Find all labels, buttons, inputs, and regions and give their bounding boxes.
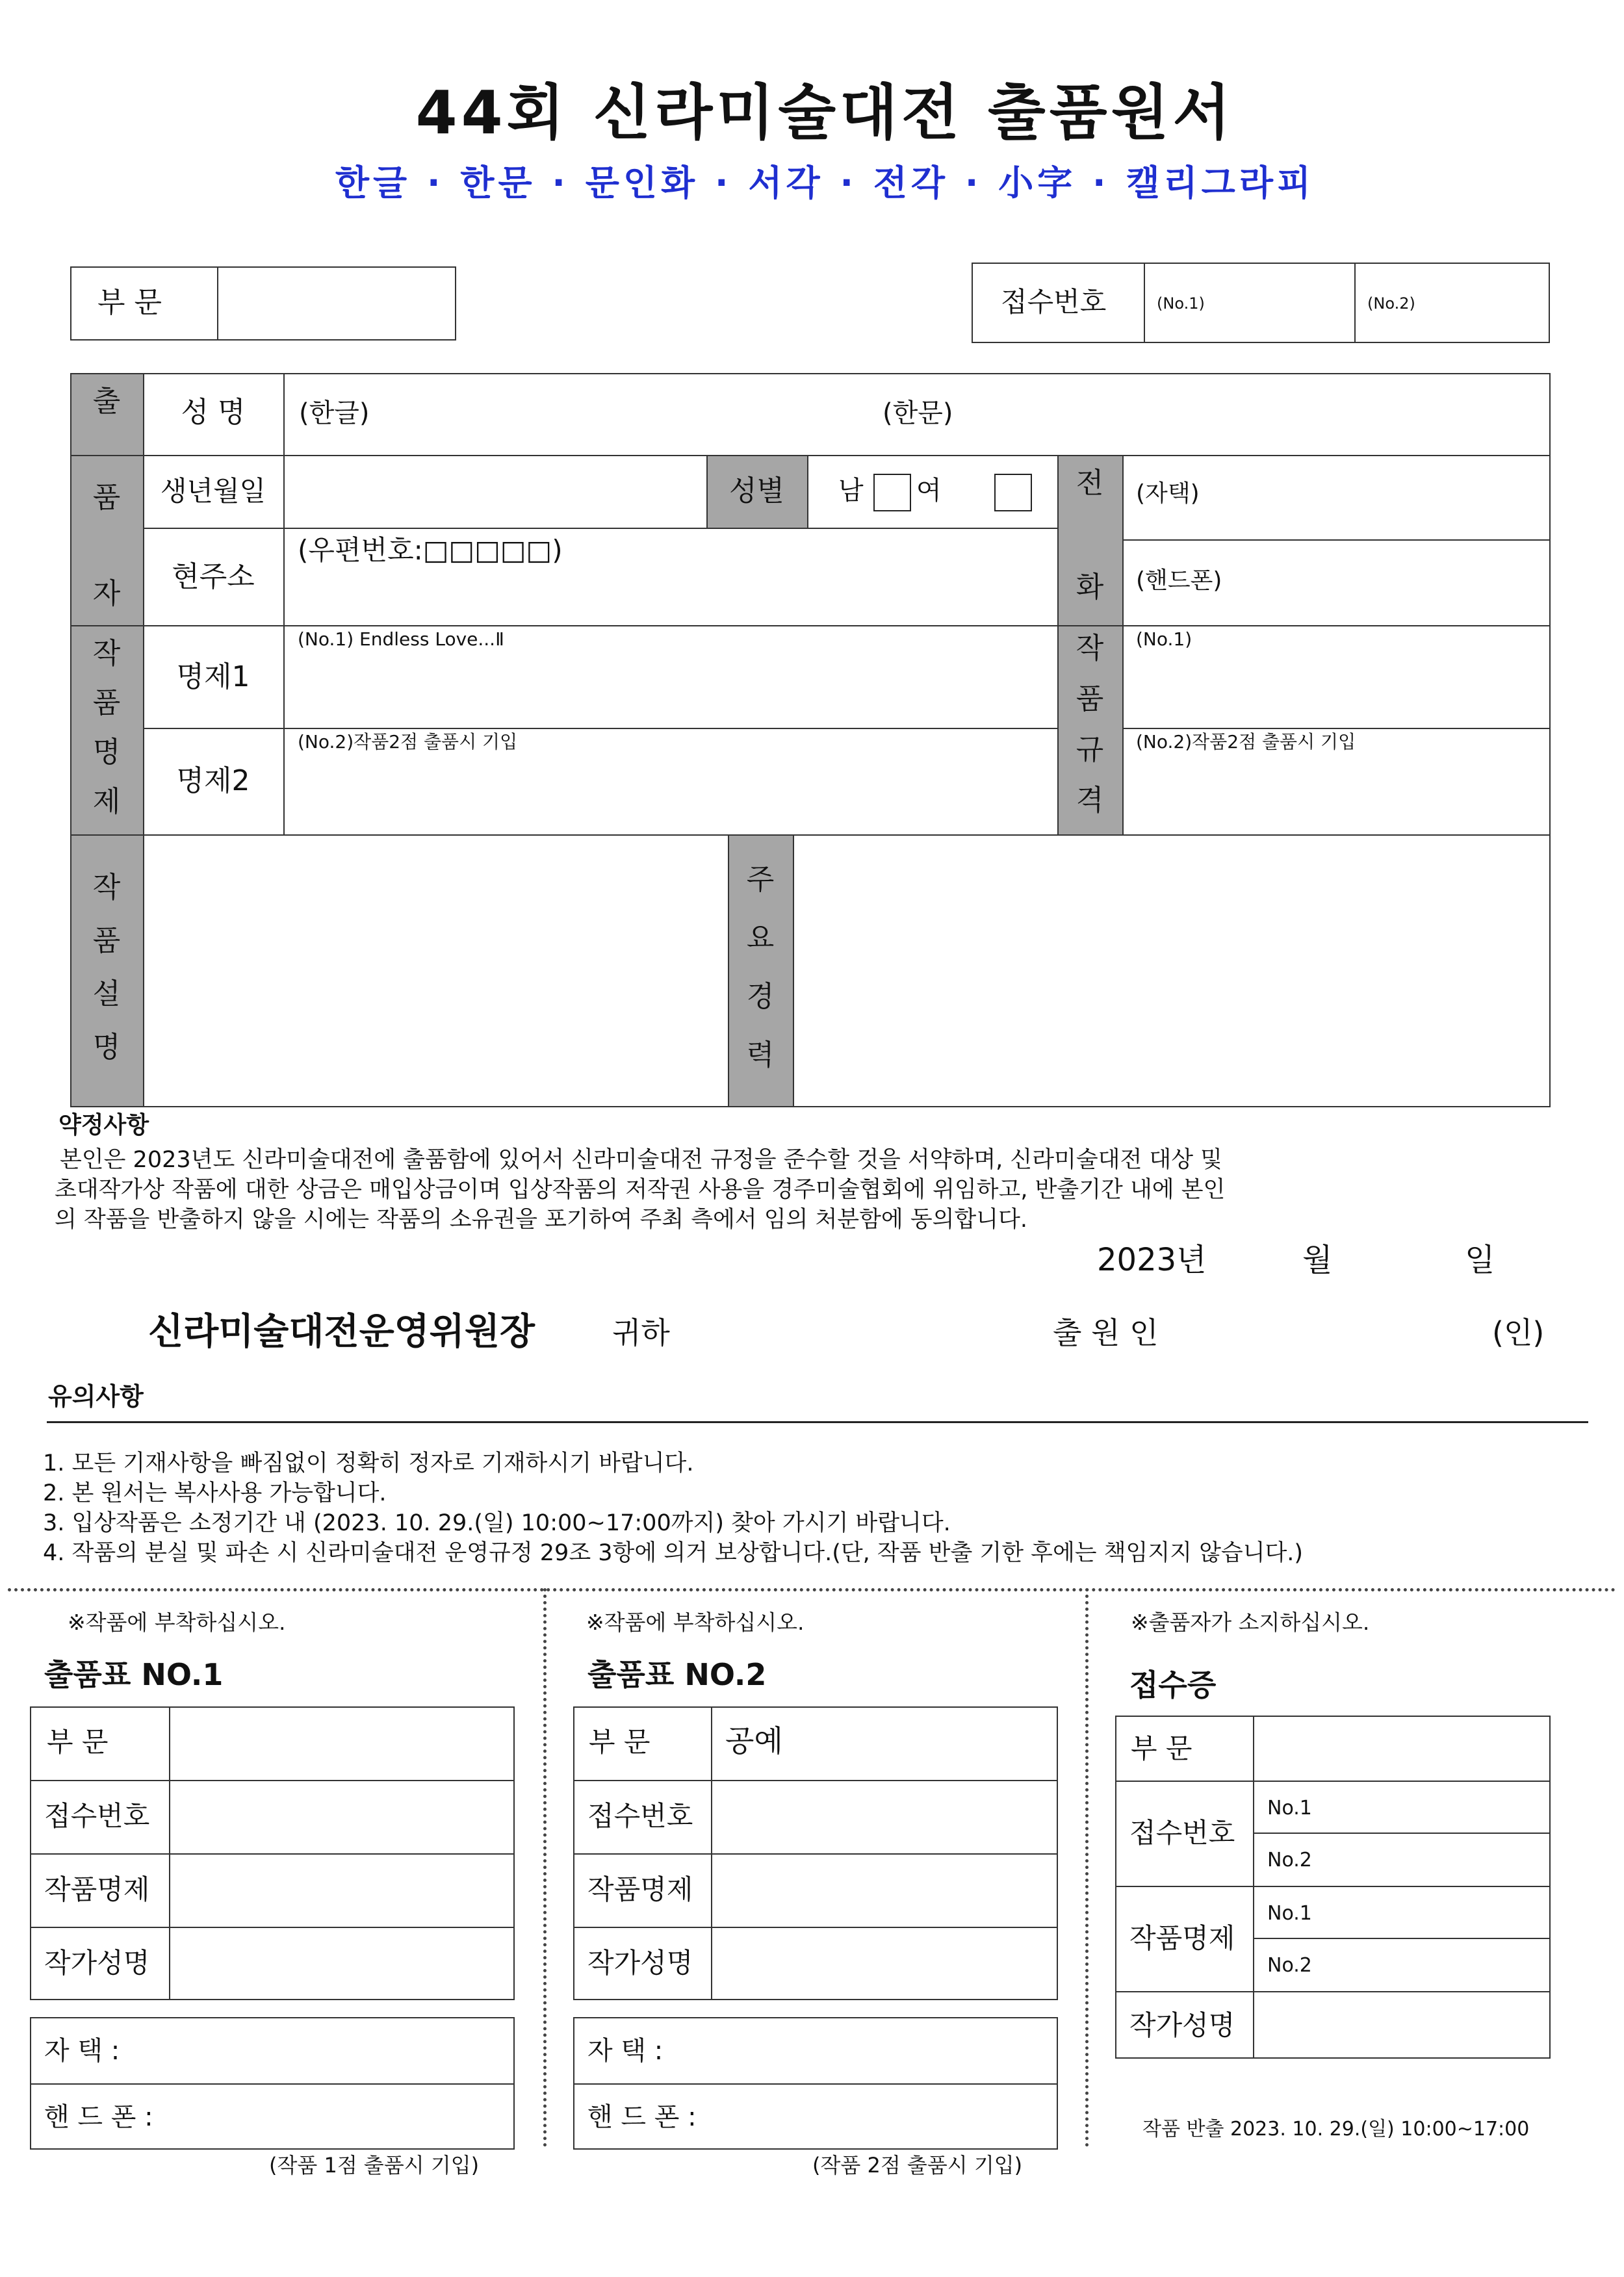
cut-line — [8, 1588, 1616, 1591]
title1-value[interactable]: (No.1) Endless Love...Ⅱ — [298, 628, 504, 650]
career-label: 주 요 경 력 — [746, 863, 775, 1072]
page-title: 44회 신라미술대전 출품원서 — [415, 78, 1235, 148]
tag2-artist: 작가성명 — [587, 1947, 693, 1979]
notes-heading: 유의사항 — [48, 1382, 144, 1411]
receipt-no1: (No.1) — [1157, 294, 1205, 313]
work-size-label: 작 품 규 격 — [1076, 632, 1104, 817]
tag2-footer: (작품 2점 출품시 기입) — [812, 2153, 1023, 2178]
pledge-day: 일 — [1465, 1242, 1495, 1278]
applicant-label: 출 품 자 — [92, 385, 121, 610]
tag2-attach-note: ※작품에 부착하십시오. — [586, 1610, 805, 1635]
address-label: 현주소 — [172, 560, 255, 593]
postal-code-field[interactable]: (우편번호:□□□□□) — [298, 534, 563, 566]
receipt-title-no1: No.1 — [1267, 1902, 1312, 1925]
receipt-title-no2: No.2 — [1267, 1954, 1312, 1977]
tag1-footer: (작품 1점 출품시 기입) — [269, 2153, 480, 2178]
tag2-division-value[interactable]: 공예 — [725, 1723, 783, 1758]
gender-label: 성별 — [728, 474, 784, 508]
applicant-sign-label: 출 원 인 — [1053, 1315, 1159, 1350]
receipt-title: 접수증 — [1129, 1667, 1217, 1703]
receipt-keep-note: ※출품자가 소지하십시오. — [1131, 1610, 1370, 1635]
receipt-no1: No.1 — [1267, 1797, 1312, 1820]
title2-value[interactable]: (No.2)작품2점 출품시 기입 — [298, 731, 518, 753]
male-label: 남 — [838, 476, 864, 506]
receipt-no2: No.2 — [1267, 1849, 1312, 1872]
tag1-home: 자 택 : — [44, 2036, 120, 2066]
size2-value[interactable]: (No.2)작품2점 출품시 기입 — [1136, 731, 1356, 753]
receipt-number-label: 접수번호 — [1001, 286, 1107, 318]
pledge-year: 2023년 — [1097, 1242, 1207, 1278]
work-description-input[interactable] — [146, 837, 725, 1105]
tag1-attach-note: ※작품에 부착하십시오. — [68, 1610, 286, 1635]
division-input[interactable] — [220, 269, 454, 338]
tag1-work-title: 작품명제 — [44, 1873, 150, 1905]
tag1-title: 출품표 NO.1 — [44, 1657, 224, 1692]
addressee: 신라미술대전운영위원장 — [148, 1311, 535, 1353]
tag2-home: 자 택 : — [587, 2036, 664, 2066]
note-1: 1. 모든 기재사항을 빠짐없이 정확히 정자로 기재하시기 바랍니다. — [43, 1450, 694, 1476]
category-list: 한글 · 한문 · 문인화 · 서각 · 전각 · 小字 · 캘리그라피 — [335, 162, 1315, 203]
pledge-line-2: 초대작가상 작품에 대한 상금은 매입상금이며 입상작품의 저작권 사용을 경주미술협회에 위임하고, 반출기간 내에 본인 — [55, 1177, 1226, 1203]
title2-label: 명제2 — [176, 764, 250, 797]
pledge-line-1: 본인은 2023년도 신라미술대전에 출품함에 있어서 신라미술대전 규정을 준수할 것을 서약하며, 신라미술대전 대상 및 — [60, 1147, 1222, 1173]
return-info: 작품 반출 2023. 10. 29.(일) 10:00~17:00 — [1142, 2118, 1530, 2141]
receipt-receipt-no: 접수번호 — [1129, 1817, 1235, 1849]
tag2-work-title: 작품명제 — [587, 1873, 693, 1905]
tag2-mobile: 핸 드 폰 : — [587, 2102, 697, 2132]
work-title-label: 작 품 명 제 — [92, 637, 121, 818]
tag1-receipt-no: 접수번호 — [44, 1800, 150, 1832]
tag2-division: 부 문 — [589, 1726, 651, 1758]
tag1-artist: 작가성명 — [44, 1947, 150, 1979]
home-phone-label[interactable]: (자택) — [1136, 480, 1200, 507]
career-input[interactable] — [795, 837, 1548, 1105]
name-hangul[interactable]: (한글) — [299, 398, 370, 428]
work-description-label: 작 품 설 명 — [92, 871, 121, 1064]
tag2-receipt-no: 접수번호 — [587, 1800, 693, 1832]
tag1-division: 부 문 — [47, 1726, 109, 1758]
note-2: 2. 본 원서는 복사사용 가능합니다. — [43, 1480, 387, 1506]
pledge-month: 월 — [1302, 1242, 1333, 1278]
name-label: 성 명 — [181, 396, 246, 429]
receipt-no2: (No.2) — [1367, 294, 1415, 313]
note-4: 4. 작품의 분실 및 파손 시 신라미술대전 운영규정 29조 3항에 의거 보상합니다.(단, 작품 반출 기한 후에는 책임지지 않습니다.) — [43, 1540, 1304, 1566]
receipt-work-title: 작품명제 — [1129, 1922, 1235, 1954]
birthdate-input[interactable] — [286, 457, 704, 525]
tag2-title: 출품표 NO.2 — [587, 1657, 767, 1692]
pledge-line-3: 의 작품을 반출하지 않을 시에는 작품의 소유권을 포기하여 주최 측에서 임의 처분함에 동의합니다. — [55, 1207, 1028, 1233]
birthdate-label: 생년월일 — [160, 475, 266, 507]
mobile-phone-label[interactable]: (핸드폰) — [1136, 567, 1222, 594]
pledge-heading: 약정사항 — [58, 1112, 149, 1138]
male-checkbox[interactable] — [873, 474, 911, 511]
receipt-artist: 작가성명 — [1129, 2009, 1235, 2041]
seal-mark: (인) — [1492, 1315, 1545, 1350]
division-label: 부 문 — [97, 286, 162, 319]
size1-value[interactable]: (No.1) — [1136, 628, 1192, 650]
receipt-division: 부 문 — [1131, 1732, 1192, 1764]
name-hanja[interactable]: (한문) — [883, 398, 953, 428]
title1-label: 명제1 — [176, 660, 250, 693]
tag1-mobile: 핸 드 폰 : — [44, 2102, 153, 2132]
honorific: 귀하 — [612, 1315, 670, 1350]
receipt-table — [1115, 1716, 1551, 2059]
phone-label: 전 화 — [1076, 467, 1104, 604]
note-3: 3. 입상작품은 소정기간 내 (2023. 10. 29.(일) 10:00~17:00까지) 찾아 가시기 바랍니다. — [43, 1510, 951, 1536]
female-checkbox[interactable] — [994, 474, 1032, 511]
female-label: 여 — [916, 476, 942, 506]
